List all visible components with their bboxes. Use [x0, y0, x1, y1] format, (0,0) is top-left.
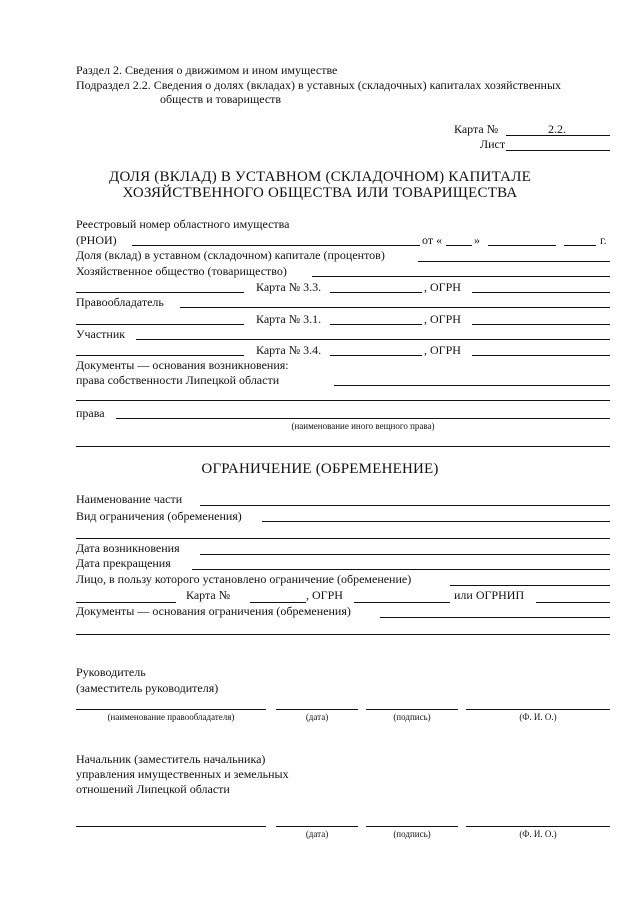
- head-fio-caption: (Ф. И. О.): [519, 712, 557, 722]
- participant-extra-field[interactable]: [76, 355, 244, 356]
- ownership-label: права собственности Липецкой области: [76, 373, 280, 387]
- date-year-field[interactable]: [564, 245, 596, 246]
- chief-date-field[interactable]: [276, 826, 358, 827]
- sheet-label: Лист: [480, 137, 506, 151]
- start-date-label: Дата возникновения: [76, 541, 180, 555]
- company-label: Хозяйственное общество (товарищество): [76, 264, 287, 278]
- participant-card-label: Карта № 3.4.: [256, 343, 322, 357]
- chief-signature-caption: (подпись): [393, 829, 431, 839]
- rnoi-label: (РНОИ): [76, 233, 117, 247]
- beneficiary-ogrn-field[interactable]: [354, 602, 450, 603]
- chief-name-field[interactable]: [76, 826, 266, 827]
- head-owner-name-caption: (наименование правообладателя): [107, 712, 235, 722]
- date-day-field[interactable]: [446, 245, 472, 246]
- sheet-field[interactable]: [506, 150, 610, 151]
- restriction-type-field[interactable]: [262, 521, 610, 522]
- restriction-type-label: Вид ограничения (обременения): [76, 509, 242, 523]
- participant-card-field[interactable]: [330, 355, 422, 356]
- chief-title-line1: Начальник (заместитель начальника): [76, 752, 266, 766]
- beneficiary-ogrnip-label: или ОГРНИП: [454, 588, 525, 602]
- head-title-line2: (заместитель руководителя): [76, 681, 219, 695]
- beneficiary-label: Лицо, в пользу которого установлено ограничение (обременение): [76, 572, 412, 586]
- beneficiary-card-field[interactable]: [250, 602, 306, 603]
- quote-close: »: [474, 233, 480, 247]
- owner-field[interactable]: [180, 307, 610, 308]
- registry-number-label: Реестровый номер областного имущества: [76, 217, 290, 231]
- owner-extra-field[interactable]: [76, 324, 244, 325]
- subsection-title-line2: обществ и товариществ: [160, 92, 282, 106]
- head-fio-field[interactable]: [466, 709, 610, 710]
- head-signature-field[interactable]: [366, 709, 458, 710]
- rnoi-field[interactable]: [132, 245, 420, 246]
- beneficiary-card-label: Карта №: [186, 588, 231, 602]
- form-title-line1: ДОЛЯ (ВКЛАД) В УСТАВНОМ (СКЛАДОЧНОМ) КАПИТАЛЕ: [109, 169, 531, 185]
- beneficiary-ogrnip-field[interactable]: [536, 602, 610, 603]
- head-signature-caption: (подпись): [393, 712, 431, 722]
- restriction-docs-field[interactable]: [380, 617, 610, 618]
- owner-ogrn-field[interactable]: [472, 324, 610, 325]
- participant-ogrn-field[interactable]: [472, 355, 610, 356]
- chief-title-line3: отношений Липецкой области: [76, 782, 230, 796]
- restriction-docs-extra-field[interactable]: [76, 634, 610, 635]
- company-extra-field[interactable]: [76, 292, 244, 293]
- rights-extra-field[interactable]: [76, 446, 610, 447]
- owner-card-label: Карта № 3.1.: [256, 312, 322, 326]
- part-name-label: Наименование части: [76, 492, 183, 506]
- section-title: Раздел 2. Сведения о движимом и ином имуществе: [76, 63, 338, 77]
- rights-field[interactable]: [116, 418, 610, 419]
- company-card-field[interactable]: [330, 292, 422, 293]
- restriction-type-extra-field[interactable]: [76, 538, 610, 539]
- restriction-docs-label: Документы — основания ограничения (обременения): [76, 604, 351, 618]
- owner-label: Правообладатель: [76, 295, 164, 309]
- restriction-heading: ОГРАНИЧЕНИЕ (ОБРЕМЕНЕНИЕ): [201, 461, 439, 477]
- chief-fio-field[interactable]: [466, 826, 610, 827]
- head-owner-name-field[interactable]: [76, 709, 266, 710]
- head-date-caption: (дата): [305, 712, 329, 722]
- head-date-field[interactable]: [276, 709, 358, 710]
- owner-ogrn-label: , ОГРН: [424, 312, 461, 326]
- end-date-field[interactable]: [192, 569, 610, 570]
- company-ogrn-field[interactable]: [472, 292, 610, 293]
- company-field[interactable]: [312, 276, 610, 277]
- end-date-label: Дата прекращения: [76, 556, 171, 570]
- subsection-title-line1: Подраздел 2.2. Сведения о долях (вкладах) в уставных (складочных) капиталах хозяйственных: [76, 78, 562, 92]
- share-label: Доля (вклад) в уставном (складочном) капитале (процентов): [76, 248, 385, 262]
- card-number-value: 2.2.: [548, 122, 566, 136]
- company-ogrn-label: , ОГРН: [424, 280, 461, 294]
- date-month-field[interactable]: [488, 245, 556, 246]
- form-title-line2: ХОЗЯЙСТВЕННОГО ОБЩЕСТВА ИЛИ ТОВАРИЩЕСТВА: [122, 185, 518, 201]
- ownership-field[interactable]: [334, 385, 610, 386]
- chief-signature-field[interactable]: [366, 826, 458, 827]
- rights-caption: (наименование иного вещного права): [291, 421, 435, 431]
- docs-basis-label: Документы — основания возникновения:: [76, 358, 289, 372]
- beneficiary-ogrn-label: , ОГРН: [306, 588, 343, 602]
- rights-label: права: [76, 406, 105, 420]
- part-name-field[interactable]: [200, 505, 610, 506]
- participant-label: Участник: [76, 327, 126, 341]
- beneficiary-extra-field[interactable]: [76, 602, 176, 603]
- company-card-label: Карта № 3.3.: [256, 280, 322, 294]
- ownership-extra-field[interactable]: [76, 400, 610, 401]
- chief-date-caption: (дата): [305, 829, 329, 839]
- owner-card-field[interactable]: [330, 324, 422, 325]
- chief-title-line2: управления имущественных и земельных: [76, 767, 289, 781]
- card-number-label: Карта №: [454, 122, 499, 136]
- share-field[interactable]: [418, 261, 610, 262]
- head-title-line1: Руководитель: [76, 665, 146, 679]
- start-date-field[interactable]: [200, 554, 610, 555]
- year-suffix: г.: [600, 233, 607, 247]
- card-number-field[interactable]: [506, 135, 610, 136]
- beneficiary-field[interactable]: [450, 585, 610, 586]
- participant-ogrn-label: , ОГРН: [424, 343, 461, 357]
- date-from-label: от «: [422, 233, 443, 247]
- participant-field[interactable]: [136, 339, 610, 340]
- chief-fio-caption: (Ф. И. О.): [519, 829, 557, 839]
